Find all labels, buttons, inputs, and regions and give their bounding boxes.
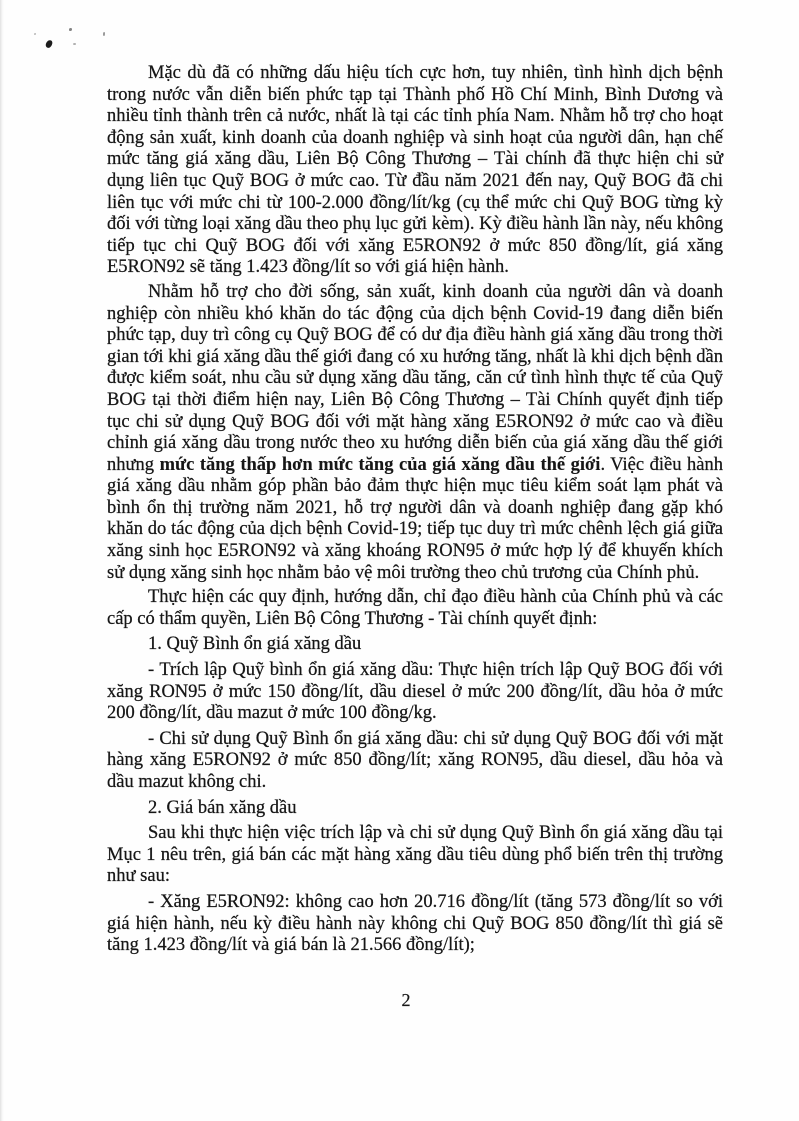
section-1-heading: 1. Quỹ Bình ổn giá xăng dầu bbox=[148, 634, 362, 655]
page-number: 2 bbox=[401, 990, 412, 1010]
section-2-item-e5ron92: - Xăng E5RON92: không cao hơn 20.716 đồng/lít (tăng 573 đồng/lít so với giá hiện hành, nếu kỳ điều hành này không chi Quỹ BOG 850 đồng/lít thì giá sẽ tăng 1.423 đồng/lít và giá bán là 21.566 đồng/lít); bbox=[107, 891, 723, 956]
paragraph-dich-benh: Mặc dù đã có những dấu hiệu tích cực hơn, tuy nhiên, tình hình dịch bệnh trong nước vẫn diễn biến phức tạp tại Thành phố Hồ Chí Minh, Bình Dương và nhiều tỉnh thành trên cả nước, nhất là tại các tỉnh phía Nam. Nhằm hỗ trợ cho hoạt động sản xuất, kinh doanh của doanh nghiệp và sinh hoạt của người dân, hạn chế mức tăng giá xăng dầu, Liên Bộ Công Thương – Tài chính đã thực hiện chi sử dụng liên tục Quỹ BOG ở mức cao. Từ đầu năm 2021 đến nay, Quỹ BOG đã chi liên tục với mức chi từ 100-2.000 đồng/lít/kg (cụ thể mức chi Quỹ BOG từng kỳ đối với từng loại xăng dầu theo phụ lục gửi kèm). Kỳ điều hành lần này, nếu không tiếp tục chi Quỹ BOG đối với xăng E5RON92 ở mức 850 đồng/lít, giá xăng E5RON92 sẽ tăng 1.423 đồng/lít so với giá hiện hành. bbox=[107, 63, 723, 278]
paragraph-text: Nhằm hỗ trợ cho đời sống, sản xuất, kinh doanh của người dân và doanh nghiệp còn nhiều khó khăn do tác động của dịch bệnh Covid-19 đang diễn biến phức tạp, duy trì công cụ Quỹ BOG để có dư địa điều hành giá xăng dầu trong thời gian tới khi giá xăng dầu thế giới đang có xu hướng tăng, nhất là khi dịch bệnh dần được kiểm soát, nhu cầu sử dụng xăng dầu tăng, căn cứ tình hình thực tế của Quỹ BOG tại thời điểm hiện nay, Liên Bộ Công Thương – Tài Chính quyết định tiếp tục chi sử dụng Quỹ BOG đối với mặt hàng xăng E5RON92 ở mức cao và điều chỉnh giá xăng dầu trong nước theo xu hướng diễn biến của giá xăng dầu thế giới nhưng bbox=[107, 281, 723, 475]
paragraph-bold-emphasis: mức tăng thấp hơn mức tăng của giá xăng dầu thế giới bbox=[159, 454, 601, 475]
document-body bbox=[107, 63, 723, 960]
section-1-item-chi-su-dung: - Chi sử dụng Quỹ Bình ổn giá xăng dầu: chi sử dụng Quỹ BOG đối với mặt hàng xăng E5RON92 ở mức 850 đồng/lít; xăng RON95, dầu diesel, dầu hỏa và dầu mazut không chi. bbox=[107, 728, 723, 792]
paragraph-text: . Việc điều hành giá xăng dầu nhằm góp phần bảo đảm thực hiện mục tiêu kiểm soát lạm phát và bình ổn thị trường năm 2021, hỗ trợ người dân và doanh nghiệp đang gặp khó khăn do tác động của dịch bệnh Covid-19; tiếp tục duy trì mức chênh lệch giá giữa xăng sinh học E5RON92 và xăng khoáng RON95 ở mức hợp lý để khuyến khích sử dụng xăng sinh học nhằm bảo vệ môi trường theo chủ trương của Chính phủ. bbox=[107, 454, 723, 583]
ink-speck bbox=[103, 32, 105, 36]
section-2-intro: Sau khi thực hiện việc trích lập và chi sử dụng Quỹ Bình ổn giá xăng dầu tại Mục 1 nêu trên, giá bán các mặt hàng xăng dầu tiêu dùng phổ biến trên thị trường như sau: bbox=[107, 823, 723, 887]
ink-speck bbox=[34, 33, 36, 35]
ink-speck bbox=[73, 43, 76, 45]
ink-speck bbox=[69, 28, 72, 31]
ink-speck bbox=[45, 39, 53, 48]
scan-edge-artifact bbox=[0, 0, 4, 1121]
section-2-heading: 2. Giá bán xăng dầu bbox=[148, 797, 297, 818]
paragraph-thuc-hien-quy-dinh: Thực hiện các quy định, hướng dẫn, chỉ đạo điều hành của Chính phủ và các cấp có thẩm quyền, Liên Bộ Công Thương - Tài chính quyết định: bbox=[107, 587, 723, 629]
paragraph-ho-tro-doi-song bbox=[107, 282, 723, 584]
section-1-item-trich-lap: - Trích lập Quỹ bình ổn giá xăng dầu: Thực hiện trích lập Quỹ BOG đối với xăng RON95 ở mức 150 đồng/lít, dầu diesel ở mức 200 đồng/lít, dầu hỏa ở mức 200 đồng/lít, dầu mazut ở mức 100 đồng/kg. bbox=[107, 660, 723, 724]
